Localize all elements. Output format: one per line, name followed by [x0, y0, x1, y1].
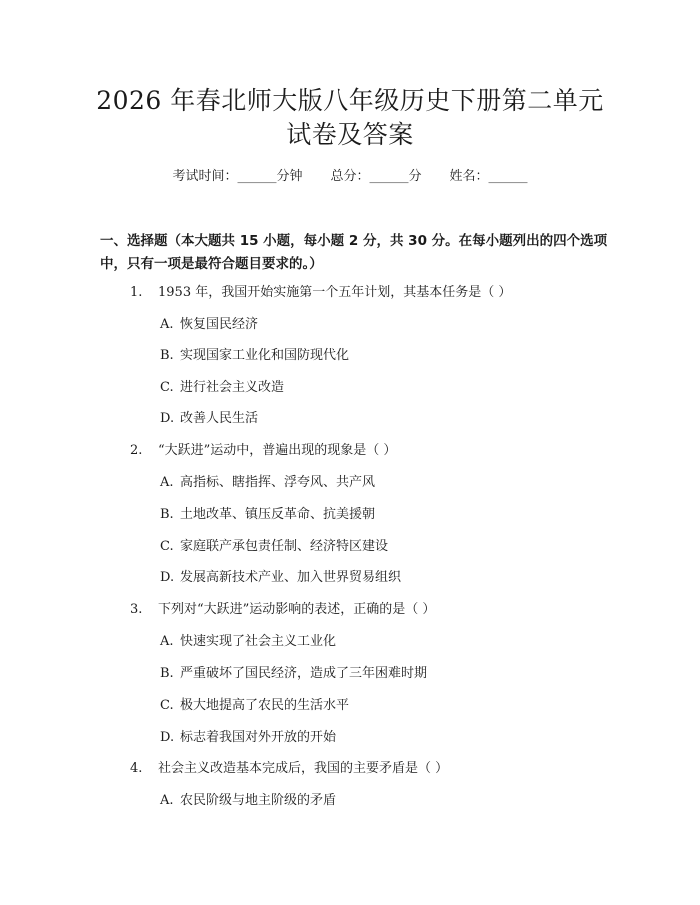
option-text: 高指标、瞎指挥、浮夸风、共产风 — [180, 475, 376, 490]
question-3-option-c — [160, 696, 620, 716]
option-letter: C. — [160, 539, 174, 554]
question-3-option-b — [160, 664, 620, 684]
question-number: 1. — [130, 285, 143, 300]
question-3 — [130, 600, 610, 620]
question-2-option-b — [160, 505, 620, 525]
question-4 — [130, 759, 610, 779]
question-1-option-a — [160, 315, 620, 335]
question-2-option-d — [160, 568, 620, 588]
option-letter: D. — [160, 570, 175, 585]
question-number: 4. — [130, 761, 143, 776]
option-text: 极大地提高了农民的生活水平 — [180, 698, 350, 713]
option-text: 发展高新技术产业、加入世界贸易组织 — [180, 570, 402, 585]
question-2-option-a — [160, 473, 620, 493]
question-2-option-c — [160, 537, 620, 557]
option-letter: B. — [160, 507, 174, 522]
option-text: 土地改革、镇压反革命、抗美援朝 — [180, 507, 376, 522]
option-letter: A. — [160, 634, 174, 649]
option-letter: C. — [160, 698, 174, 713]
question-text: 1953 年，我国开始实施第一个五年计划，其基本任务是（ ） — [158, 285, 512, 300]
option-text: 家庭联产承包责任制、经济特区建设 — [180, 539, 389, 554]
option-letter: A. — [160, 793, 174, 808]
document-title-line2: 试卷及答案 — [286, 120, 414, 149]
option-text: 快速实现了社会主义工业化 — [180, 634, 337, 649]
option-text: 标志着我国对外开放的开始 — [180, 730, 337, 745]
option-text: 改善人民生活 — [180, 411, 259, 426]
option-text: 恢复国民经济 — [180, 317, 259, 332]
question-1 — [130, 283, 610, 303]
exam-name-label: 姓名：______ — [449, 169, 528, 184]
section-heading-multiple-choice: 一、选择题（本大题共 15 小题，每小题 2 分，共 30 分。在每小题列出的四个选项中，只有一项是最符合题目要求的。） — [100, 233, 608, 272]
option-letter: D. — [160, 411, 175, 426]
option-letter: B. — [160, 666, 174, 681]
question-1-option-d — [160, 409, 620, 429]
question-1-option-b — [160, 346, 620, 366]
option-text: 实现国家工业化和国防现代化 — [180, 348, 350, 363]
exam-meta — [0, 167, 700, 187]
option-letter: A. — [160, 317, 174, 332]
option-letter: D. — [160, 730, 175, 745]
question-number: 3. — [130, 602, 143, 617]
question-text: 下列对“大跃进”运动影响的表述，正确的是（ ） — [158, 602, 436, 617]
question-text: 社会主义改造基本完成后，我国的主要矛盾是（ ） — [158, 761, 449, 776]
option-text: 农民阶级与地主阶级的矛盾 — [180, 793, 337, 808]
question-3-option-d — [160, 728, 620, 748]
option-letter: C. — [160, 380, 174, 395]
question-2 — [130, 441, 610, 461]
question-4-option-a — [160, 791, 620, 811]
question-number: 2. — [130, 443, 143, 458]
question-3-option-a — [160, 632, 620, 652]
question-1-option-c — [160, 378, 620, 398]
option-text: 严重破坏了国民经济，造成了三年困难时期 — [180, 666, 428, 681]
exam-score-label: 总分：______分 — [330, 169, 422, 184]
question-text: “大跃进”运动中，普遍出现的现象是（ ） — [158, 443, 397, 458]
option-letter: A. — [160, 475, 174, 490]
option-text: 进行社会主义改造 — [180, 380, 285, 395]
document-title-line1: 2026 年春北师大版八年级历史下册第二单元 — [96, 86, 604, 115]
option-letter: B. — [160, 348, 174, 363]
exam-time-label: 考试时间：______分钟 — [172, 169, 303, 184]
